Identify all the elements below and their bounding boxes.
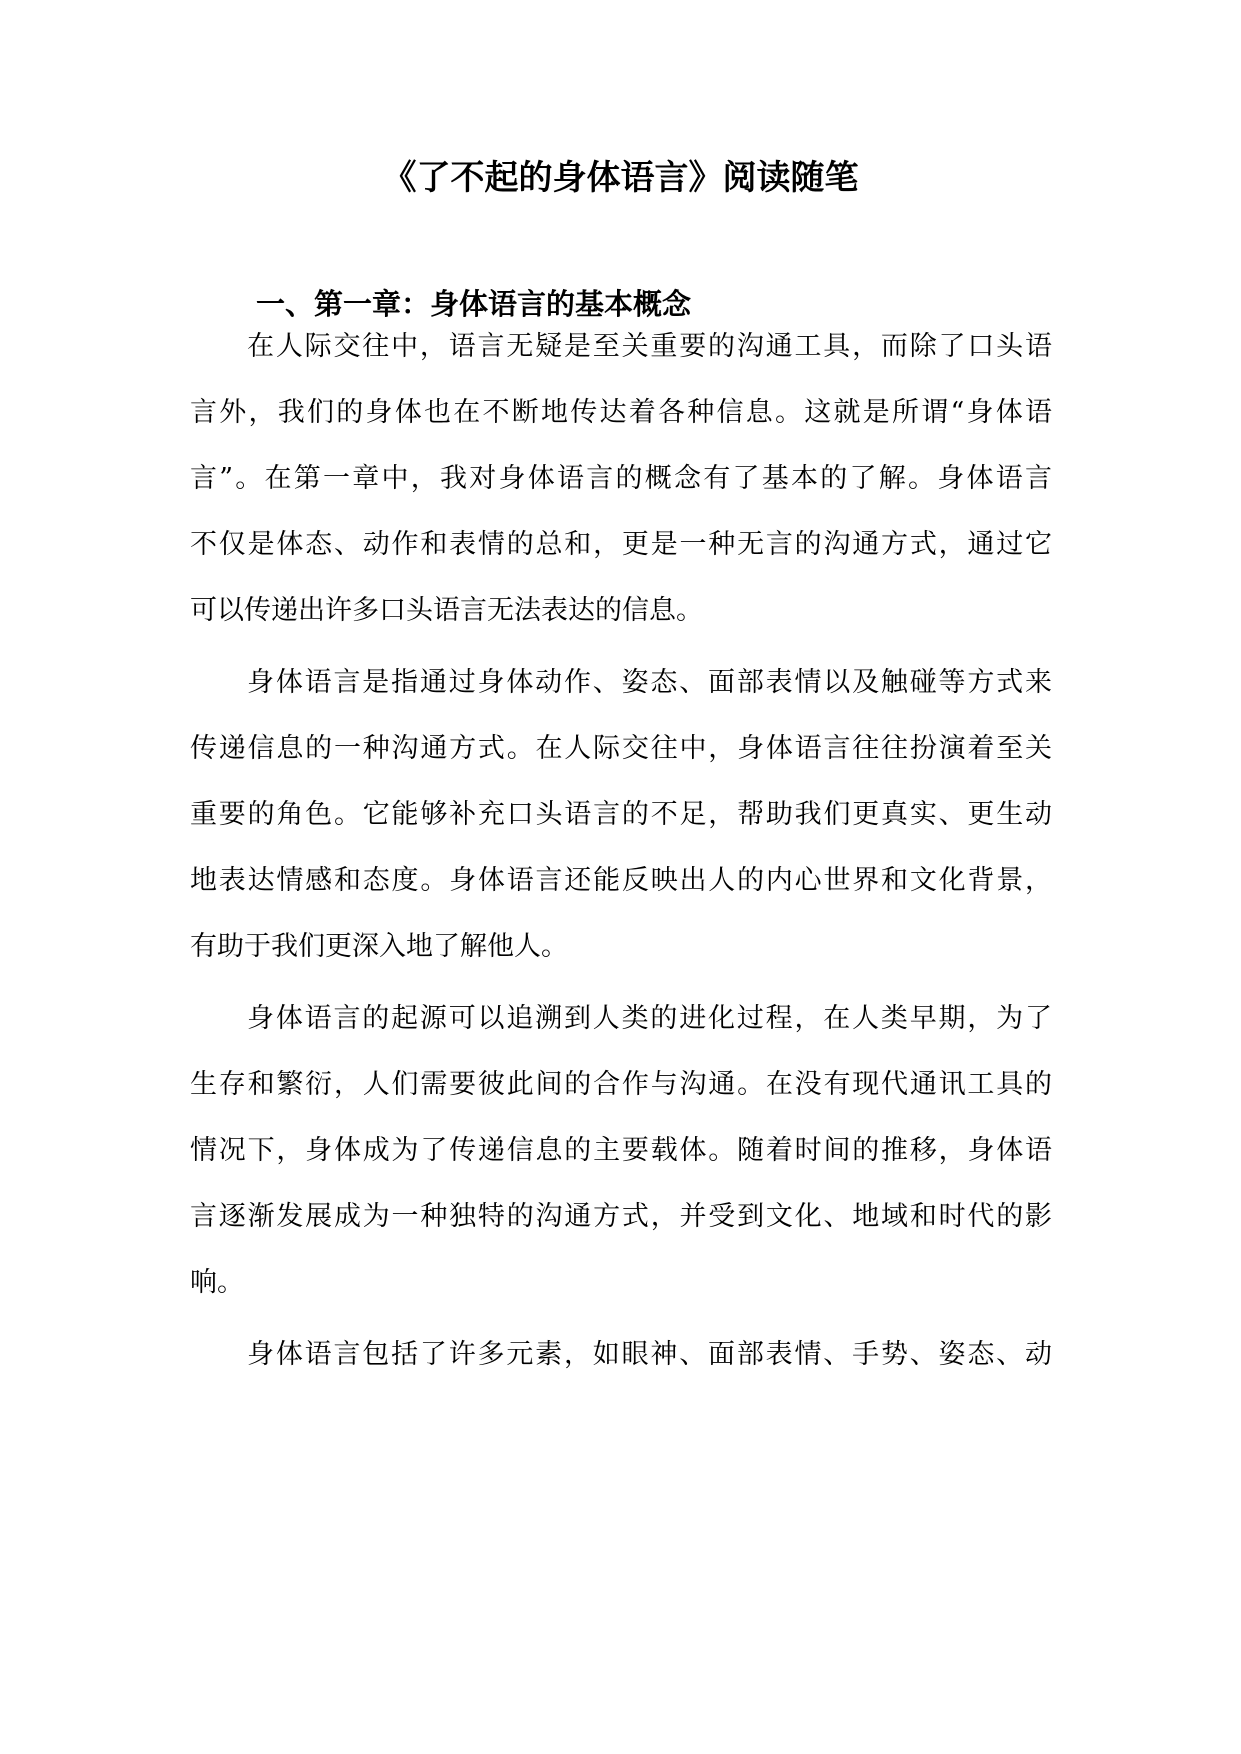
paragraph-3-line-3: 情况下，身体成为了传递信息的主要载体。随着时间的推移，身体语 [190, 1135, 1052, 1166]
paragraph-3-line-5: 响。 [190, 1267, 244, 1298]
paragraph-1-line-4: 不仅是体态、动作和表情的总和，更是一种无言的沟通方式，通过它 [190, 529, 1052, 560]
paragraph-1-line-1: 在人际交往中，语言无疑是至关重要的沟通工具，而除了口头语 [247, 331, 1052, 362]
section-heading: 一、第一章：身体语言的基本概念 [256, 287, 692, 321]
paragraph-2-line-4: 地表达情感和态度。身体语言还能反映出人的内心世界和文化背景， [190, 865, 1052, 896]
paragraph-3-line-4: 言逐渐发展成为一种独特的沟通方式，并受到文化、地域和时代的影 [190, 1201, 1052, 1232]
paragraph-1-line-3: 言”。在第一章中，我对身体语言的概念有了基本的了解。身体语言 [190, 463, 1052, 494]
paragraph-2-line-5: 有助于我们更深入地了解他人。 [190, 931, 568, 962]
paragraph-2-line-1: 身体语言是指通过身体动作、姿态、面部表情以及触碰等方式来 [247, 667, 1052, 698]
paragraph-2-line-2: 传递信息的一种沟通方式。在人际交往中，身体语言往往扮演着至关 [190, 733, 1052, 764]
paragraph-1-line-2: 言外，我们的身体也在不断地传达着各种信息。这就是所谓“身体语 [190, 397, 1052, 428]
paragraph-3-line-1: 身体语言的起源可以追溯到人类的进化过程，在人类早期，为了 [247, 1003, 1052, 1034]
paragraph-1-line-5: 可以传递出许多口头语言无法表达的信息。 [190, 595, 703, 626]
paragraph-3-line-2: 生存和繁衍，人们需要彼此间的合作与沟通。在没有现代通讯工具的 [190, 1069, 1052, 1100]
document-title: 《了不起的身体语言》阅读随笔 [382, 158, 859, 198]
paragraph-4-line-1: 身体语言包括了许多元素，如眼神、面部表情、手势、姿态、动 [247, 1339, 1052, 1370]
paragraph-2-line-3: 重要的角色。它能够补充口头语言的不足，帮助我们更真实、更生动 [190, 799, 1052, 830]
